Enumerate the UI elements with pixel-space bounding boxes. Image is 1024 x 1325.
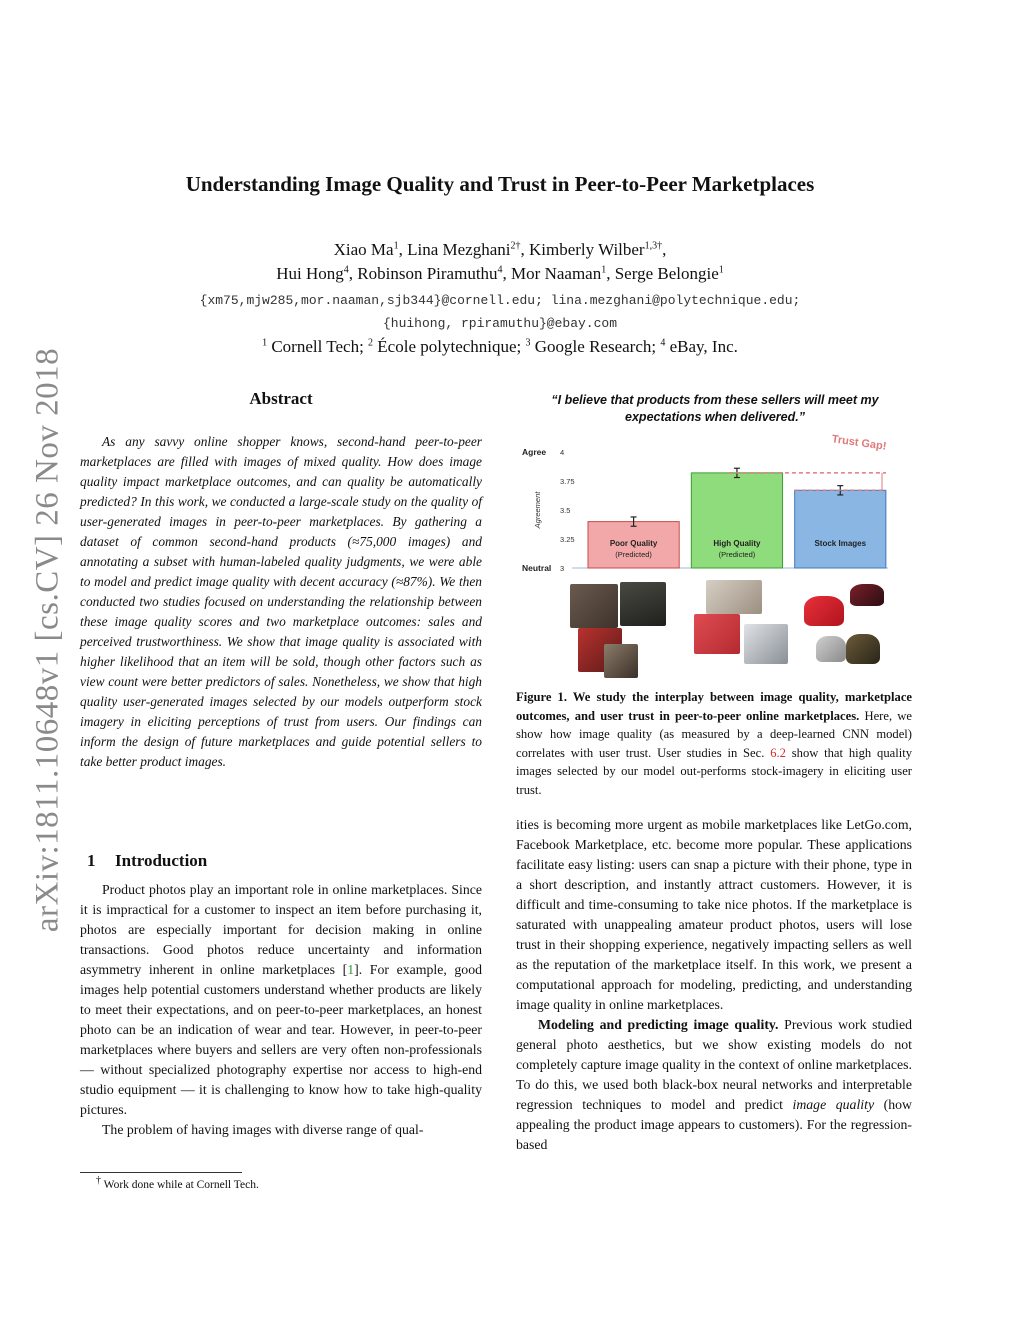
shoe-photo [850,584,884,606]
shoe-photo [620,582,666,626]
arxiv-stamp [28,340,68,940]
y-tick-label: 3.5 [560,506,571,515]
category-label: High Quality [713,539,761,548]
y-anchor-label: Agree [522,447,547,457]
paragraph: Modeling and predicting image quality. Previous work studied general photo aesthetics, but we show existing models do not completely capture image quality in the context of online marketplaces. To do this, we used both black-box neural networks and interpretable regression techniques to model and predict image quality (how appealing the product image appears to customers). For the regression-based [516,1017,912,1152]
arxiv-stamp-text: arXiv:1811.10648v1 [cs.CV] 26 Nov 2018 [29,347,66,933]
category-sublabel: (Predicted) [718,550,756,559]
shoe-photo [816,636,846,662]
shoe-photo [804,596,844,626]
shoe-photo [694,614,740,654]
author-line-1 [0,238,1000,262]
category-label: Stock Images [814,539,867,548]
section-link[interactable]: 6.2 [770,745,786,760]
figure-caption: Figure 1. We study the interplay between image quality, marketplace outcomes, and user trust in peer-to-peer online marketplaces. Here, we show how image quality (as measured by a deep-learned CNN model) correlates with user trust. User studies in Sec. 6.2 show that high quality images selected by our model out-performs stock-imagery in eliciting user trust. [516,690,912,797]
paper-title: Understanding Image Quality and Trust in Peer-to-Peer Marketplaces [185,172,815,196]
y-tick-label: 3 [560,564,565,573]
shoe-photo [604,644,638,678]
author: Serge Belongie$^1$ [614,264,724,283]
right-column-body [516,815,912,1155]
y-tick-label: 3.75 [560,477,575,486]
trust-gap-label: Trust Gap! [830,433,888,453]
shoe-photo [706,580,762,614]
section-heading: 1 Introduction [87,851,208,870]
affiliations: $^1$ Cornell Tech; $^2$ École polytechnique; $^3$ Google Research; $^4$ eBay, Inc. [262,337,738,356]
shoe-photo [846,634,880,664]
category-sublabel: (Predicted) [615,550,652,559]
author-line-2 [0,262,1000,286]
footnote-rule [80,1172,242,1173]
email-line-1: {xm75,mjw285,mor.naaman,sjb344}@cornell.edu; lina.mezghani@polytechnique.edu; [199,293,801,308]
author: Xiao Ma$^1$, [333,240,408,259]
author: Mor Naaman$^1$, [511,264,615,283]
paragraph: Product photos play an important role in online marketplaces. Since it is impractical for a customer to inspect an item before purchasing it, photos are especially important for decision making in online transactions. Good photos reduce uncertainty and information asymmetry inherent in online marketplaces [1]. For example, good images help potential customers understand whether products are likely to meet their expectations, and on peer-to-peer marketplaces, an honest photo can be an indication of wear and tear. However, in peer-to-peer marketplaces where buyers and sellers are very often non-professionals — without specialized photography expertise nor access to high-end studio equipment — it is challenging to know how to take high-quality pictures. [80,882,483,1117]
shoe-photo [744,624,788,664]
y-axis-label: Agreement [533,491,542,529]
y-anchor-label: Neutral [522,563,552,573]
y-tick-label: 3.25 [560,535,575,544]
paragraph: The problem of having images with diverse range of qual- [102,1122,424,1137]
intro-body [80,880,482,1140]
citation-link[interactable]: 1 [347,962,355,977]
footnote: † Work done while at Cornell Tech. [96,1175,259,1191]
category-label: Poor Quality [609,539,658,548]
y-tick-label: 4 [560,448,565,457]
email-line-2: {huihong, rpiramuthu}@ebay.com [382,316,618,331]
author: Lina Mezghani$^{2\dagger}$, [407,240,529,259]
author: Robinson Piramuthu$^4$, [357,264,512,283]
paragraph: ities is becoming more urgent as mobile marketplaces like LetGo.com, Facebook Marketplace, etc. become more popular. These applications facilitate easy listing: users can snap a picture with their phone, type in a short description, and instantly attract customers. However, it is difficult and time-consuming to take nice photos. If the marketplace is saturated with unappealing amateur product photos, users will lose trust in their shopping experience, negatively impacting sellers as well as the reputation of the marketplace itself. In this work, we present a computational approach for modeling, predicting, and understanding image quality in online marketplaces. [516,817,912,1012]
abstract-text: As any savvy online shopper knows, second-hand peer-to-peer marketplaces are filled with images of mixed quality. How does image quality impact marketplace outcomes, and can quality be automatically predicted? In this work, we conducted a large-scale study on the quality of user-generated images in peer-to-peer marketplaces. By gathering a dataset of common second-hand products (≈75,000 images) and annotating a subset with human-labeled quality judgments, we were able to model and predict image quality with decent accuracy (≈87%). We then conducted two studies focused on understanding the relationship between these image quality scores and two marketplace outcomes: sales and perceived trustworthiness. We show that image quality is associated with higher likelihood that an item will be sold, though other factors such as view count were better predictors of sales. Nonetheless, we show that high quality user-generated images selected by our models outperform stock imagery in eliciting perceptions of trust from users. Our findings can inform the design of future marketplaces and guide potential sellers to take better product images. [80,434,482,769]
abstract-heading: Abstract [249,389,313,408]
bar [795,490,886,568]
shoe-photo [570,584,618,628]
figure-quote: “I believe that products from these sellers will meet my expectations when delivered.” [551,393,879,424]
author: Hui Hong$^4$, [276,264,358,283]
author: Kimberly Wilber$^{1,3\dagger}$, [528,240,667,259]
figure-1 [516,392,914,682]
